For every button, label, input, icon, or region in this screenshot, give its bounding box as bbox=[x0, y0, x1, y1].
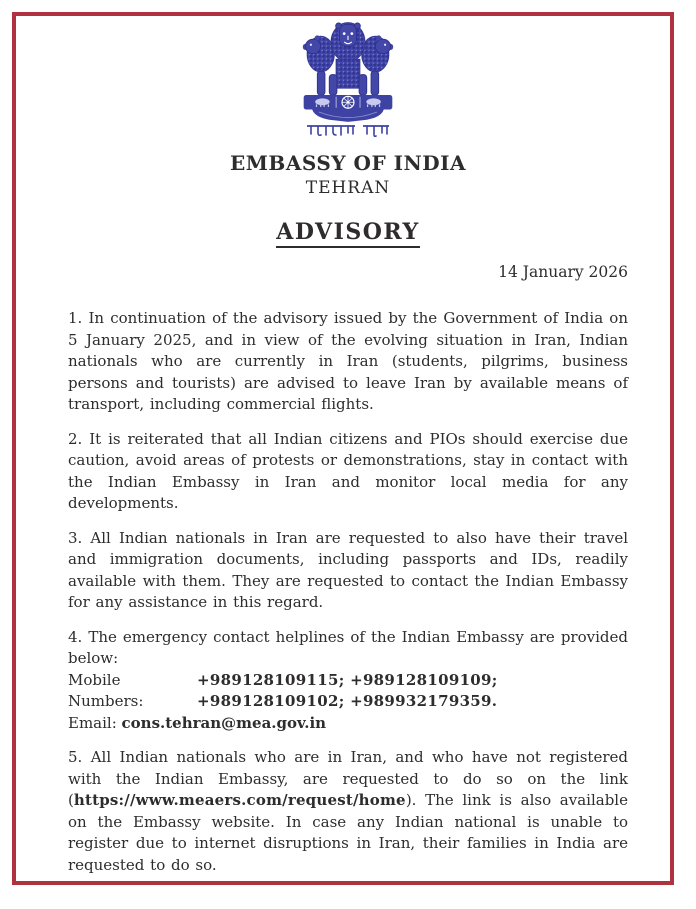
emblem-motto bbox=[305, 124, 391, 137]
advisory-body bbox=[68, 308, 628, 876]
mobile-numbers-values bbox=[197, 670, 498, 713]
paragraph-2: 2. It is reiterated that all Indian citizens and PIOs should exercise due caution, avoid areas of protests or demonstrations, stay in contact with the Indian Embassy in Iran and monitor local media for any developments. bbox=[68, 429, 628, 512]
mobile-numbers-line-2: +989128109102; +989932179359. bbox=[197, 692, 498, 710]
paragraph-5-prefix: 5. All Indian nationals who are in Iran, and who have not registered with the Indian Embassy, are requested to do so on the link ( bbox=[68, 748, 628, 809]
paragraph-3: 3. All Indian nationals in Iran are requested to also have their travel and immigration documents, including passports and IDs, readily available with them. They are requested to contact the Indian Embassy for any assistance in this regard. bbox=[68, 528, 628, 611]
paragraph-5-suffix: ). The link is also available on the Embassy website. In case any Indian national is unable to register due to internet disruptions in Iran, their families in India are requested to do so. bbox=[68, 791, 628, 874]
email-row bbox=[68, 713, 628, 735]
advisory-date: 14 January 2026 bbox=[498, 263, 628, 281]
state-emblem-of-india bbox=[68, 20, 628, 137]
embassy-city: TEHRAN bbox=[305, 178, 391, 198]
mobile-numbers-label: Mobile Numbers: bbox=[68, 670, 144, 710]
email-label: Email: bbox=[68, 713, 117, 732]
lion-capital-icon bbox=[292, 20, 404, 124]
mobile-numbers-line-1: +989128109115; +989128109109; bbox=[197, 670, 498, 689]
advisory-heading: ADVISORY bbox=[276, 219, 419, 248]
registration-link: https://www.meaers.com/request/home bbox=[73, 791, 406, 809]
embassy-title: EMBASSY OF INDIA bbox=[230, 151, 466, 175]
email-address: cons.tehran@mea.gov.in bbox=[121, 713, 327, 732]
paragraph-4-intro: 4. The emergency contact helplines of the Indian Embassy are provided below: bbox=[68, 627, 628, 667]
mobile-numbers-row bbox=[68, 670, 628, 713]
paragraph-5 bbox=[68, 747, 628, 876]
paragraph-1: 1. In continuation of the advisory issued by the Government of India on 5 January 2025, and in view of the evolving situation in Iran, Indian nationals who are currently in Iran (students, pilgrims, business persons and tourists) are advised to leave Iran by available means of transport, including commercial flights. bbox=[68, 309, 628, 413]
